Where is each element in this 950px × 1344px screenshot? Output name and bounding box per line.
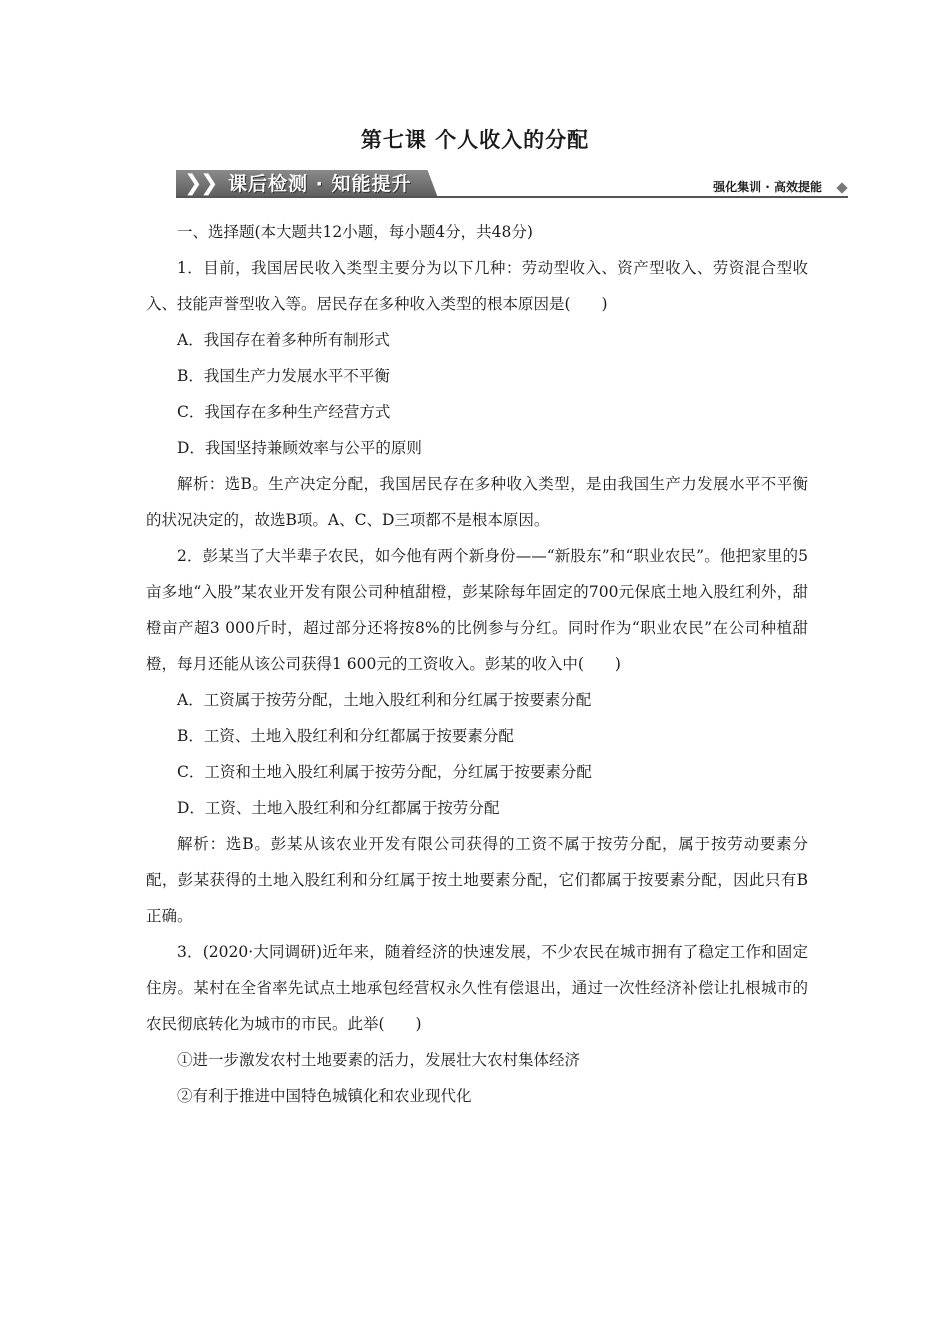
analysis: 解析：选B。彭某从该农业开发有限公司获得的工资不属于按劳分配，属于按劳动要素分配，彭某获得的土地入股红利和分红属于按土地要素分配，它们都属于按要素分配，因此只有B正确。 [146,835,808,925]
banner-left-text: 课后检测 · 知能提升 [228,173,412,195]
analysis: 解析：选B。生产决定分配，我国居民存在多种收入类型，是由我国生产力发展水平不平衡的状况决定的，故选B项。A、C、D三项都不是根本原因。 [146,475,808,529]
diamond-icon [836,182,847,193]
document-body [146,214,808,1114]
question-stem: 3．(2020·大同调研)近年来，随着经济的快速发展，不少农民在城市拥有了稳定工作和固定住房。某村在全省率先试点土地承包经营权永久性有偿退出，通过一次性经济补偿让扎根城市的农民彻底转化为城市的市民。此举( ) [146,943,808,1033]
section-banner [176,170,848,200]
question-stem: 2．彭某当了大半辈子农民，如今他有两个新身份——“新股东”和“职业农民”。他把家里的5亩多地“入股”某农业开发有限公司种植甜橙，彭某除每年固定的700元保底土地入股红利外，甜橙亩产超3 000斤时，超过部分还将按8%的比例参与分红。同时作为“职业农民”在公司种植甜橙，每月还能从该公司获得1 600元的工资收入。彭某的收入中( ) [146,547,808,673]
chevron-right-icon: ❯ [200,171,219,196]
option: C．工资和土地入股红利属于按劳分配，分红属于按要素分配 [177,763,592,781]
option: D．我国坚持兼顾效率与公平的原则 [177,439,422,457]
option: ②有利于推进中国特色城镇化和农业现代化 [177,1087,472,1105]
question-stem: 1．目前，我国居民收入类型主要分为以下几种：劳动型收入、资产型收入、劳资混合型收入、技能声誉型收入等。居民存在多种收入类型的根本原因是( ) [146,259,808,313]
banner-rule [176,196,848,198]
option: A．工资属于按劳分配，土地入股红利和分红属于按要素分配 [177,691,592,709]
page-title: 第七课 个人收入的分配 [360,128,590,152]
option: C．我国存在多种生产经营方式 [177,403,391,421]
option: B．工资、土地入股红利和分红都属于按要素分配 [177,727,514,745]
option: B．我国生产力发展水平不平衡 [177,367,390,385]
chevron-right-icon: ❯ [184,171,203,196]
option: D．工资、土地入股红利和分红都属于按劳分配 [177,799,500,817]
option: ①进一步激发农村土地要素的活力，发展壮大农村集体经济 [177,1051,581,1069]
section-heading: 一、选择题(本大题共12小题，每小题4分，共48分) [177,223,533,241]
option: A．我国存在着多种所有制形式 [177,331,390,349]
banner-right-text: 强化集训 · 高效提能 [713,180,822,194]
